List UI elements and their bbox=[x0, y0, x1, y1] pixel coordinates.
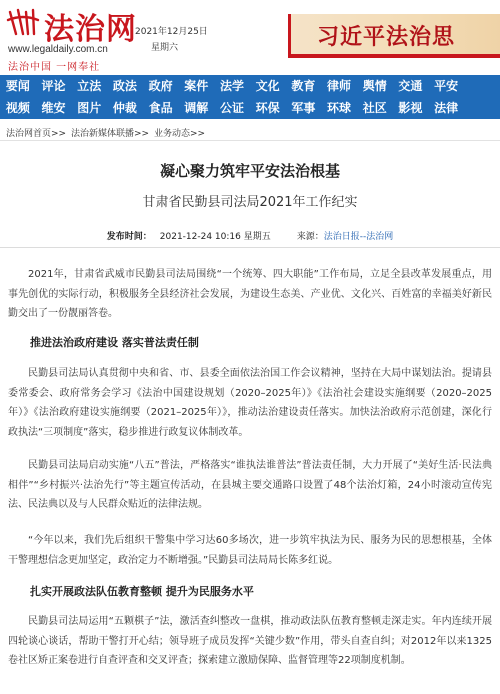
meta-time-label: 发布时间： bbox=[106, 232, 152, 242]
nav-item[interactable]: 环保 bbox=[255, 101, 280, 115]
site-logo-text[interactable]: 法治网 bbox=[44, 12, 137, 47]
site-header bbox=[0, 0, 500, 75]
feature-banner[interactable] bbox=[288, 14, 500, 58]
meta-source-label: 来源： bbox=[296, 232, 324, 242]
nav-row-1 bbox=[0, 75, 500, 97]
breadcrumb-section[interactable]: 业务动态>> bbox=[153, 129, 206, 139]
nav-item[interactable]: 影视 bbox=[398, 101, 423, 115]
nav-item[interactable]: 维安 bbox=[41, 101, 66, 115]
meta-time: 2021-12-24 10:16 星期五 bbox=[159, 232, 271, 242]
nav-item[interactable]: 舆情 bbox=[362, 79, 387, 93]
divider bbox=[0, 247, 500, 248]
nav-item[interactable]: 调解 bbox=[184, 101, 209, 115]
article-paragraph: 民勤县司法局启动实施“八五”普法，严格落实“谁执法谁普法”普法责任制，大力开展了“美好生活·民法典相伴”“乡村振兴·法治先行”等主题宣传活动，在县城主要交通路口设置了48个法治灯箱，24小时滚动宣传宪法、民法典以及与人民群众贴近的法律法规。 bbox=[8, 460, 492, 510]
nav-item[interactable]: 法律 bbox=[434, 101, 459, 115]
nav-item[interactable]: 教育 bbox=[291, 79, 316, 93]
article-subtitle: 甘肃省民勤县司法局2021年工作纪实 bbox=[142, 195, 358, 210]
site-logo-icon[interactable] bbox=[6, 6, 40, 38]
nav-row-2 bbox=[0, 97, 500, 119]
article-paragraph: 民勤县司法局认真贯彻中央和省、市、县委全面依法治国工作会议精神，坚持在大局中谋划法治。提请县委常委会、政府常务会学习《法治中国建设规划（2020–2025年）》《法治社会建设实施纲要（2020–2025年）》《法治政府建设实施纲要（2021–2025年）》，推动法治建设责任落实。加快法治政府示范创建，深化行政执法“三项制度”落实，稳步推进行政复议体制改革。 bbox=[8, 368, 492, 438]
site-slogan: 法治中国 一网奉社 bbox=[8, 62, 101, 73]
meta-source-link[interactable]: 法治日报--法治网 bbox=[323, 232, 394, 242]
article-paragraph: 2021年，甘肃省武威市民勤县司法局围绕“一个统筹、四大职能”工作布局，立足全县改革发展重点，用事先创优的实际行动，积极服务全县经济社会发展，为建设生态美、产业优、文化兴、百姓富的幸福美好新民勤交出了一份靓丽答卷。 bbox=[8, 269, 492, 319]
banner-stripe bbox=[291, 54, 500, 58]
nav-item[interactable]: 环球 bbox=[327, 101, 352, 115]
nav-item[interactable]: 食品 bbox=[148, 101, 173, 115]
nav-item[interactable]: 仲裁 bbox=[112, 101, 137, 115]
nav-item[interactable]: 社区 bbox=[362, 101, 387, 115]
nav-item[interactable]: 交通 bbox=[398, 79, 423, 93]
section-heading: 推进法治政府建设 落实普法责任制 bbox=[30, 336, 199, 349]
header-date: 2021年12月25日 bbox=[135, 27, 208, 37]
nav-item[interactable]: 视频 bbox=[5, 101, 30, 115]
nav-item[interactable]: 法学 bbox=[219, 79, 244, 93]
section-heading: 扎实开展政法队伍教育整顿 提升为民服务水平 bbox=[30, 585, 254, 598]
site-url: www.legaldaily.com.cn bbox=[8, 44, 108, 55]
nav-item[interactable]: 图片 bbox=[77, 101, 102, 115]
breadcrumb-home[interactable]: 法治网首页>> bbox=[6, 129, 67, 139]
breadcrumb bbox=[6, 126, 207, 139]
article-paragraph: “今年以来，我们先后组织干警集中学习达60多场次，进一步筑牢执法为民、服务为民的思想根基，全体干警理想信念更加坚定，政治定力不断增强。”民勤县司法局局长陈多红说。 bbox=[8, 535, 492, 566]
header-weekday: 星期六 bbox=[151, 43, 179, 53]
nav-item[interactable]: 律师 bbox=[327, 79, 352, 93]
feature-banner-text: 习近平法治思 bbox=[317, 24, 456, 50]
divider bbox=[0, 140, 500, 141]
nav-item[interactable]: 立法 bbox=[77, 79, 102, 93]
main-nav bbox=[0, 75, 500, 119]
article-title: 凝心聚力筑牢平安法治根基 bbox=[159, 162, 340, 180]
nav-item[interactable]: 要闻 bbox=[5, 79, 30, 93]
nav-item[interactable]: 军事 bbox=[291, 101, 316, 115]
nav-item[interactable]: 案件 bbox=[184, 79, 209, 93]
article-paragraph: 民勤县司法局运用“五颗棋子”法，激活查纠整改一盘棋，推动政法队伍教育整顿走深走实。年内连续开展四轮谈心谈话，帮助干警打开心结；领导班子成员发挥“关键少数”作用，带头自查自纠；对2012年以来1325卷社区矫正案卷进行自查评查和交叉评查；探索建立激励保障、监督管理等22项制度机制。 bbox=[8, 616, 492, 666]
nav-item[interactable]: 政府 bbox=[148, 79, 173, 93]
nav-item[interactable]: 政法 bbox=[112, 79, 137, 93]
nav-item[interactable]: 评论 bbox=[41, 79, 66, 93]
nav-item[interactable]: 平安 bbox=[434, 79, 459, 93]
breadcrumb-channel[interactable]: 法治新媒体联播>> bbox=[70, 129, 150, 139]
nav-item[interactable]: 公证 bbox=[219, 101, 244, 115]
article-meta bbox=[0, 225, 500, 246]
nav-item[interactable]: 文化 bbox=[255, 79, 280, 93]
